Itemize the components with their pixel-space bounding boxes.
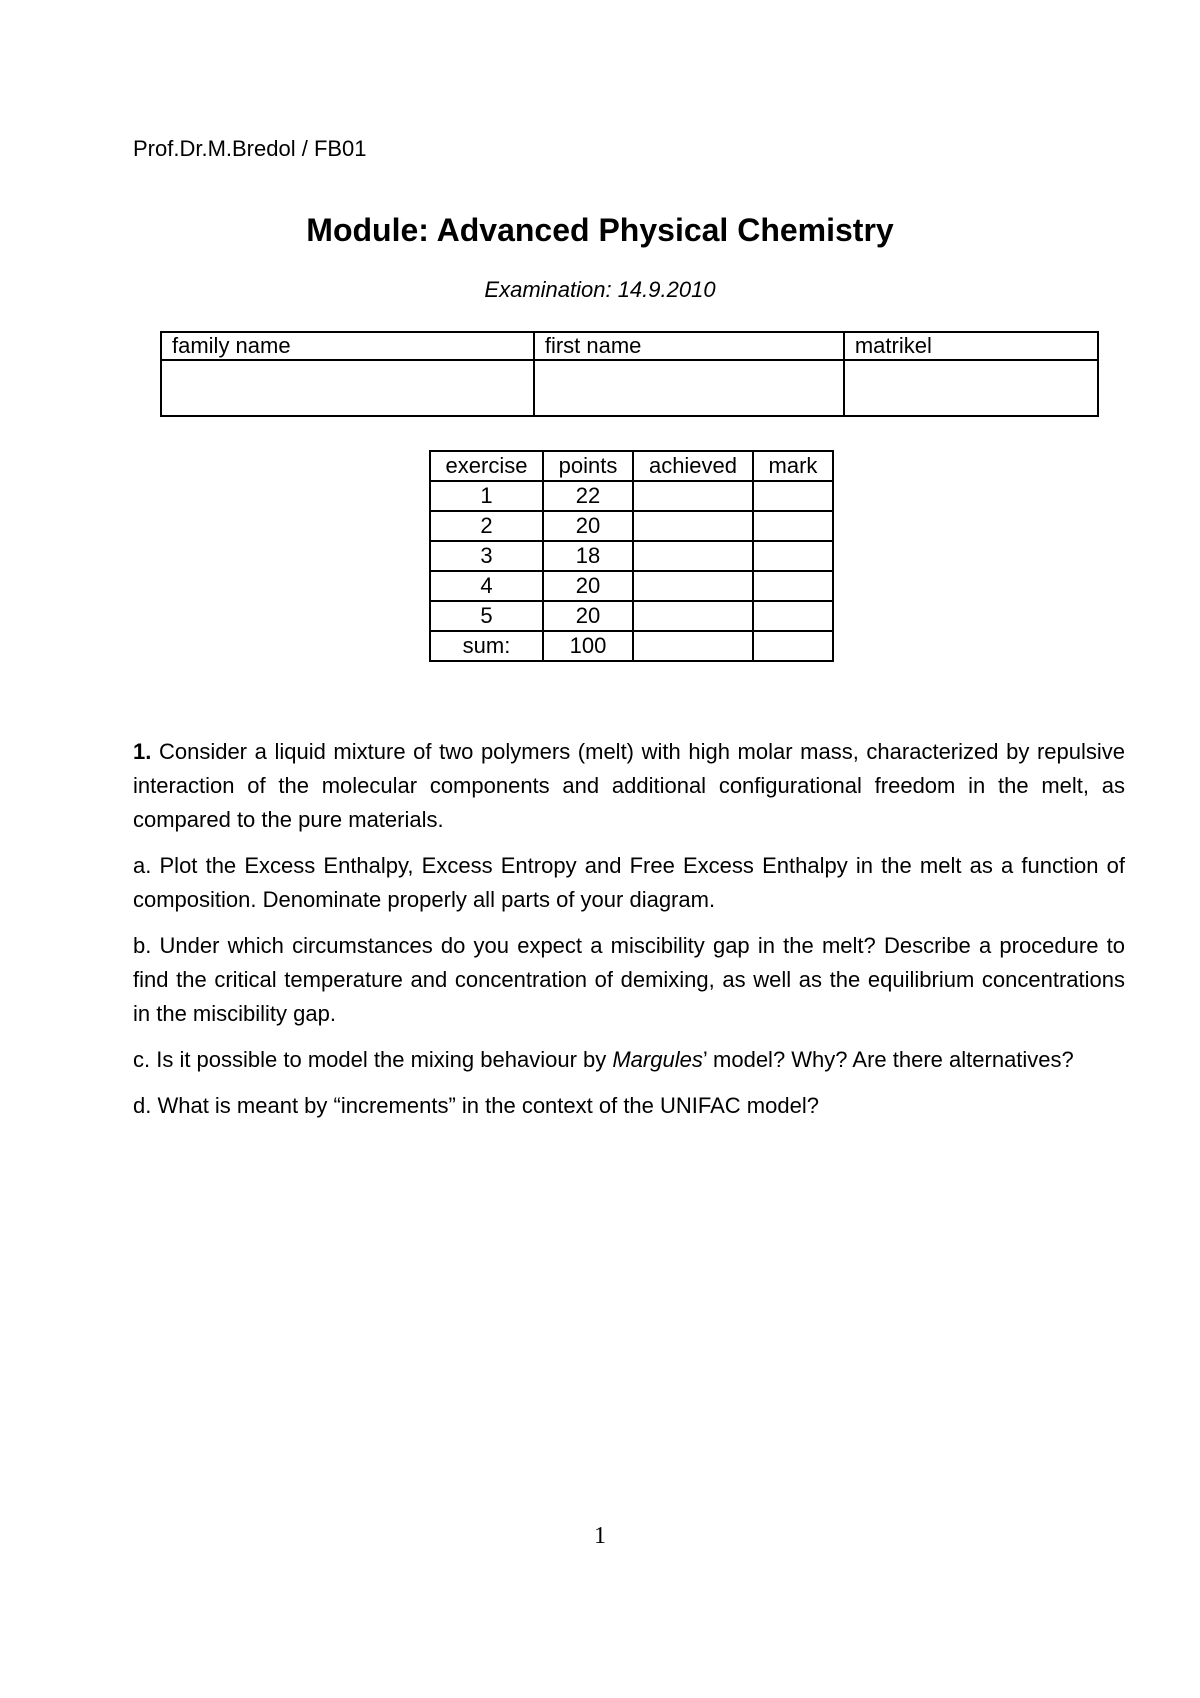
exercise-1-intro-text: Consider a liquid mixture of two polymers (melt) with high molar mass, characterized by repulsive interaction of the molecular components and additional configurational freedom in the melt, as compared to the pure materials. <box>133 739 1125 832</box>
mark-sum-cell[interactable] <box>753 631 833 661</box>
exercise-cell: 5 <box>430 601 543 631</box>
family-name-header: family name <box>161 332 534 360</box>
family-name-field[interactable] <box>161 360 534 416</box>
question-c-start: c. Is it possible to model the mixing behaviour by <box>133 1047 613 1072</box>
achieved-sum-cell[interactable] <box>633 631 753 661</box>
student-info-table <box>160 331 1099 417</box>
points-cell: 22 <box>543 481 633 511</box>
achieved-cell[interactable] <box>633 541 753 571</box>
achieved-cell[interactable] <box>633 571 753 601</box>
achieved-cell[interactable] <box>633 481 753 511</box>
mark-cell[interactable] <box>753 571 833 601</box>
points-cell: 20 <box>543 601 633 631</box>
mark-cell[interactable] <box>753 511 833 541</box>
margules-name: Margules <box>612 1047 703 1072</box>
points-cell: 20 <box>543 571 633 601</box>
question-c-end: ’ model? Why? Are there alternatives? <box>702 1047 1074 1072</box>
page-title: Module: Advanced Physical Chemistry <box>306 212 894 248</box>
score-row <box>430 541 833 571</box>
points-cell: 18 <box>543 541 633 571</box>
exam-date: Examination: 14.9.2010 <box>484 277 716 302</box>
score-header-points: points <box>543 451 633 481</box>
exercise-cell: 1 <box>430 481 543 511</box>
mark-cell[interactable] <box>753 601 833 631</box>
matrikel-header: matrikel <box>844 332 1098 360</box>
question-a: a. Plot the Excess Enthalpy, Excess Entropy and Free Excess Enthalpy in the melt as a function of composition. Denominate properly all parts of your diagram. <box>133 853 1125 912</box>
score-header-achieved: achieved <box>633 451 753 481</box>
sum-label-cell: sum: <box>430 631 543 661</box>
score-sum-row <box>430 631 833 661</box>
score-row <box>430 571 833 601</box>
score-header-mark: mark <box>753 451 833 481</box>
mark-cell[interactable] <box>753 541 833 571</box>
exercise-1-intro <box>133 735 1125 837</box>
author-line: Prof.Dr.M.Bredol / FB01 <box>133 136 367 161</box>
page-number: 1 <box>594 1523 606 1549</box>
achieved-cell[interactable] <box>633 511 753 541</box>
first-name-field[interactable] <box>534 360 844 416</box>
question-b: b. Under which circumstances do you expect a miscibility gap in the melt? Describe a procedure to find the critical temperature and concentration of demixing, as well as the equilibrium concentrations in the miscibility gap. <box>133 933 1125 1026</box>
exercise-cell: 3 <box>430 541 543 571</box>
score-row <box>430 481 833 511</box>
achieved-cell[interactable] <box>633 601 753 631</box>
score-row <box>430 601 833 631</box>
matrikel-field[interactable] <box>844 360 1098 416</box>
mark-cell[interactable] <box>753 481 833 511</box>
exercise-cell: 2 <box>430 511 543 541</box>
first-name-header: first name <box>534 332 844 360</box>
question-c <box>133 1043 1125 1077</box>
question-d: d. What is meant by “increments” in the context of the UNIFAC model? <box>133 1093 819 1118</box>
sum-points-cell: 100 <box>543 631 633 661</box>
score-row <box>430 511 833 541</box>
points-cell: 20 <box>543 511 633 541</box>
score-table <box>429 450 834 662</box>
score-header-exercise: exercise <box>430 451 543 481</box>
exercise-1 <box>133 735 1125 1135</box>
exercise-cell: 4 <box>430 571 543 601</box>
exercise-number: 1. <box>133 739 152 764</box>
